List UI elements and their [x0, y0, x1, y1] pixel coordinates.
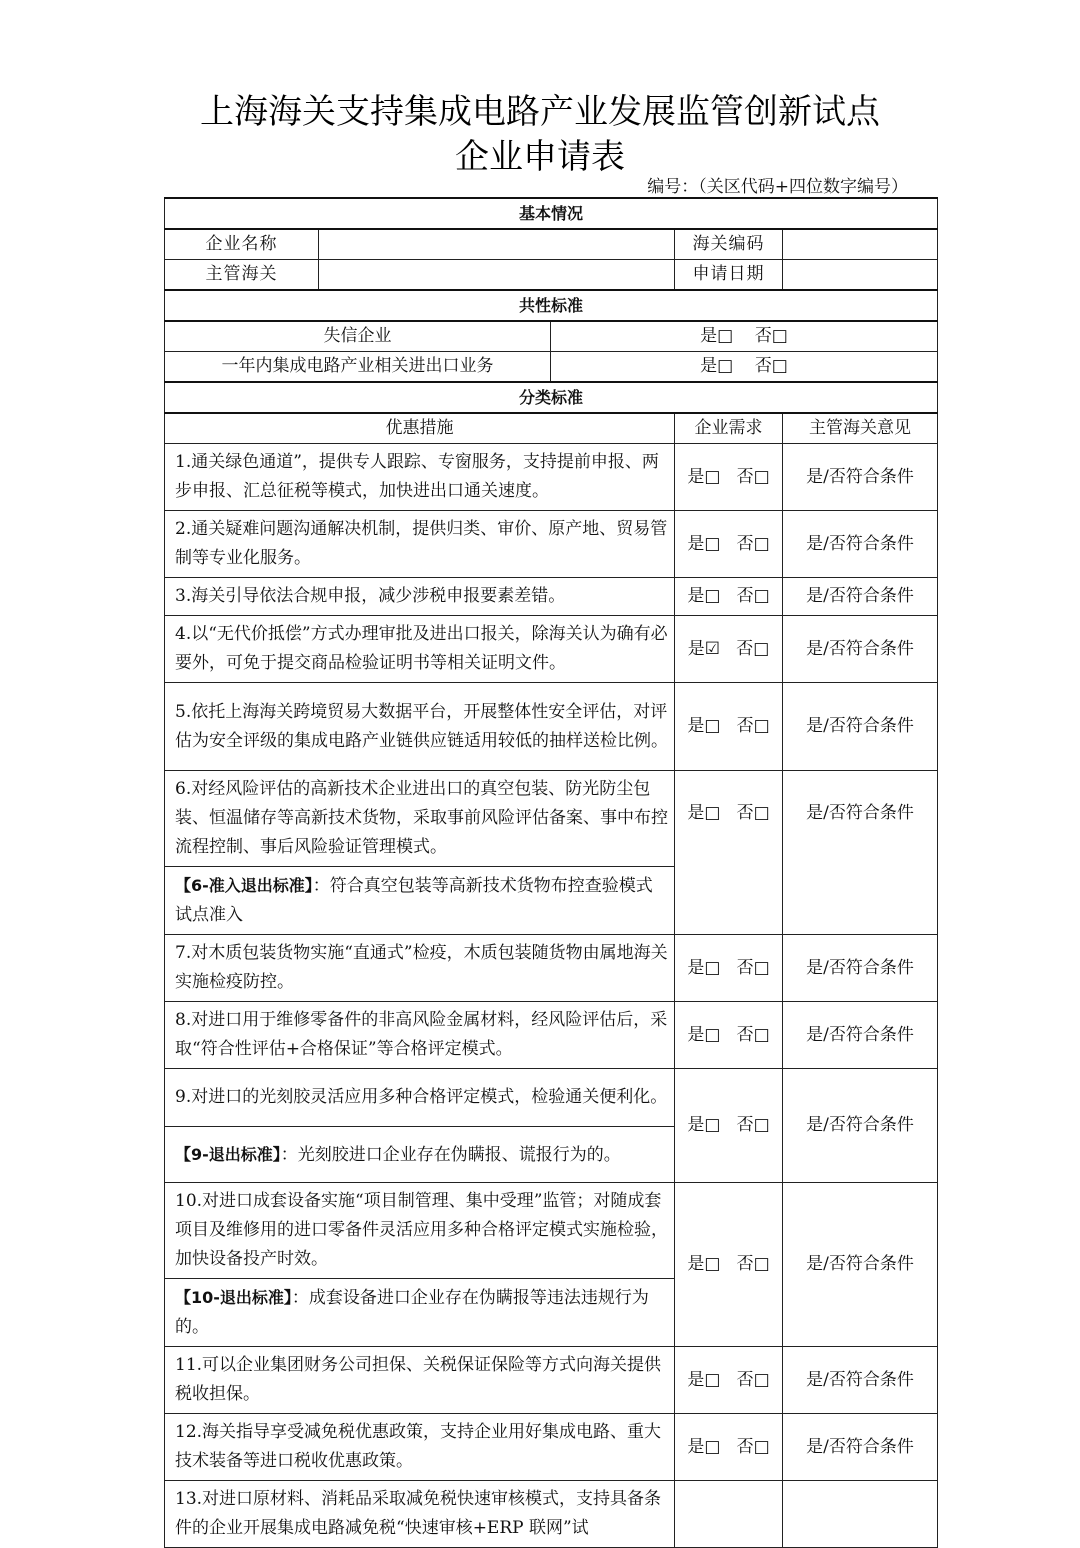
measure-row: [165, 1183, 938, 1279]
demand-choice: [675, 511, 783, 578]
measure-row: [165, 1481, 938, 1548]
yes-checkbox[interactable]: 是□: [700, 356, 734, 376]
form-title-line2: 企业申请表: [455, 137, 625, 177]
measure-text: 12.海关指导享受减免税优惠政策，支持企业用好集成电路、重大技术装备等进口税收优惠政策。: [165, 1414, 675, 1481]
form-numbering-note: 编号：（关区代码+四位数字编号）: [647, 177, 908, 197]
measure-text: 9.对进口的光刻胶灵活应用多种合格评定模式，检验通关便利化。: [165, 1069, 675, 1127]
customs-code-field[interactable]: [783, 229, 938, 260]
customs-opinion: 是/否符合条件: [783, 935, 938, 1002]
measure-row: [165, 1069, 938, 1127]
measure-text: 7.对木质包装货物实施“直通式”检疫，木质包装随货物由属地海关实施检疫防控。: [165, 935, 675, 1002]
measure-text: 1.通关绿色通道”，提供专人跟踪、专窗服务，支持提前申报、两步申报、汇总征税等模式，加快进出口通关速度。: [165, 444, 675, 511]
customs-opinion-text: 是/否符合条件: [806, 803, 914, 823]
yes-checkbox[interactable]: 是□: [687, 957, 721, 978]
customs-opinion: [783, 1481, 938, 1548]
measure-standard: [165, 1279, 675, 1347]
no-checkbox[interactable]: 否□: [736, 1369, 770, 1390]
no-checkbox[interactable]: 否□: [736, 638, 770, 659]
no-checkbox[interactable]: 否□: [736, 586, 770, 606]
section-classification: [165, 382, 938, 413]
yes-checkbox[interactable]: 是□: [687, 466, 721, 487]
standard-text: ：成套设备进口企业存在伪瞒报等违法违规行为的。: [175, 1288, 649, 1337]
measure-text: 5.依托上海海关跨境贸易大数据平台，开展整体性安全评估，对评估为安全评级的集成电路产业链供应链适用较低的抽样送检比例。: [165, 683, 675, 771]
col-measures-header: 优惠措施: [165, 413, 675, 444]
measure-text: 2.通关疑难问题沟通解决机制，提供归类、审价、原产地、贸易管制等专业化服务。: [165, 511, 675, 578]
standard-label: 【9-退出标准】: [175, 1144, 281, 1164]
no-checkbox[interactable]: 否□: [736, 466, 770, 487]
demand-choice: [675, 935, 783, 1002]
measure-row: [165, 578, 938, 616]
measure-row: [165, 771, 938, 867]
col-demand-header: 企业需求: [675, 413, 783, 444]
yes-checkbox-checked[interactable]: 是☑: [687, 638, 720, 659]
demand-choice: [675, 1002, 783, 1069]
customs-opinion: 是/否符合条件: [783, 616, 938, 683]
customs-code-label: 海关编码: [675, 229, 783, 260]
yes-checkbox[interactable]: 是□: [687, 1024, 721, 1045]
company-name-field[interactable]: [319, 229, 675, 260]
no-checkbox[interactable]: 否□: [754, 326, 788, 346]
measure-text: 11.可以企业集团财务公司担保、关税保证保险等方式向海关提供税收担保。: [165, 1347, 675, 1414]
measure-standard: [165, 1127, 675, 1183]
yes-checkbox[interactable]: 是□: [700, 326, 734, 346]
basic-row-2: [165, 260, 938, 291]
col-opinion-header: 主管海关意见: [783, 413, 938, 444]
yes-checkbox[interactable]: 是□: [687, 803, 721, 823]
no-checkbox[interactable]: 否□: [736, 533, 770, 554]
yes-checkbox[interactable]: 是□: [687, 533, 721, 554]
competent-customs-label: 主管海关: [165, 260, 319, 291]
demand-choice: [675, 578, 783, 616]
section-common: [165, 290, 938, 321]
measure-row: [165, 1347, 938, 1414]
demand-choice: [675, 1347, 783, 1414]
measure-text: 6.对经风险评估的高新技术企业进出口的真空包装、防光防尘包装、恒温储存等高新技术货物，采取事前风险评估备案、事中布控流程控制、事后风险验证管理模式。: [165, 771, 675, 867]
company-name-label: 企业名称: [165, 229, 319, 260]
measure-row: [165, 683, 938, 771]
apply-date-label: 申请日期: [675, 260, 783, 291]
customs-opinion: 是/否符合条件: [783, 1069, 938, 1183]
standard-label: 【10-退出标准】: [175, 1288, 292, 1307]
common-label: 失信企业: [165, 321, 551, 352]
no-checkbox[interactable]: 否□: [736, 716, 770, 736]
measure-text: 8.对进口用于维修零备件的非高风险金属材料，经风险评估后，采取“符合性评估+合格保证”等合格评定模式。: [165, 1002, 675, 1069]
section-basic-header: 基本情况: [165, 198, 938, 229]
no-checkbox[interactable]: 否□: [736, 1436, 770, 1457]
measure-row: [165, 511, 938, 578]
customs-opinion: 是/否符合条件: [783, 683, 938, 771]
common-row: [165, 321, 938, 352]
competent-customs-field[interactable]: [319, 260, 675, 291]
measure-row: [165, 1002, 938, 1069]
common-row: [165, 352, 938, 383]
common-label: 一年内集成电路产业相关进出口业务: [165, 352, 551, 383]
no-checkbox[interactable]: 否□: [754, 356, 788, 376]
common-choice: [551, 352, 938, 383]
no-checkbox[interactable]: 否□: [736, 1115, 770, 1135]
yes-checkbox[interactable]: 是□: [687, 1254, 721, 1274]
measure-text: 3.海关引导依法合规申报，减少涉税申报要素差错。: [165, 578, 675, 616]
customs-opinion: 是/否符合条件: [783, 511, 938, 578]
demand-choice: [675, 616, 783, 683]
customs-opinion: 是/否符合条件: [783, 1183, 938, 1347]
customs-opinion: 是/否符合条件: [783, 1347, 938, 1414]
no-checkbox[interactable]: 否□: [736, 1254, 770, 1274]
measure-row: [165, 1414, 938, 1481]
yes-checkbox[interactable]: 是□: [687, 586, 721, 606]
standard-text: ：光刻胶进口企业存在伪瞒报、谎报行为的。: [280, 1144, 621, 1165]
measure-text: 4.以“无代价抵偿”方式办理审批及进出口报关，除海关认为确有必要外，可免于提交商品检验证明书等相关证明文件。: [165, 616, 675, 683]
demand-choice: [675, 1481, 783, 1548]
demand-choice: [675, 1183, 783, 1347]
no-checkbox[interactable]: 否□: [736, 957, 770, 978]
common-choice: [551, 321, 938, 352]
apply-date-field[interactable]: [783, 260, 938, 291]
form-title-line1: 上海海关支持集成电路产业发展监管创新试点: [200, 92, 880, 132]
customs-opinion: 是/否符合条件: [783, 1002, 938, 1069]
demand-choice: [675, 771, 783, 935]
no-checkbox[interactable]: 否□: [736, 1024, 770, 1045]
yes-checkbox[interactable]: 是□: [687, 716, 721, 736]
measure-text: 13.对进口原材料、消耗品采取减免税快速审核模式，支持具备条件的企业开展集成电路减免税“快速审核+ERP 联网”试: [165, 1481, 675, 1548]
yes-checkbox[interactable]: 是□: [687, 1369, 721, 1390]
measure-row: [165, 935, 938, 1002]
measure-standard: [165, 867, 675, 935]
section-classification-header: 分类标准: [165, 382, 938, 413]
yes-checkbox[interactable]: 是□: [687, 1115, 721, 1135]
classification-column-headers: [165, 413, 938, 444]
demand-choice: [675, 444, 783, 511]
section-common-header: 共性标准: [165, 290, 938, 321]
demand-choice: [675, 1069, 783, 1183]
standard-label: 【6-准入退出标准】: [175, 876, 313, 895]
measure-row: [165, 616, 938, 683]
customs-opinion: [783, 771, 938, 935]
no-checkbox[interactable]: 否□: [736, 803, 770, 823]
section-basic: [165, 198, 938, 229]
demand-choice: [675, 1414, 783, 1481]
measure-text: 10.对进口成套设备实施“项目制管理、集中受理”监管；对随成套项目及维修用的进口零备件灵活应用多种合格评定模式实施检验，加快设备投产时效。: [165, 1183, 675, 1279]
customs-opinion: 是/否符合条件: [783, 578, 938, 616]
standard-text: ：符合真空包装等高新技术货物布控查验模式试点准入: [175, 876, 653, 925]
application-form-table: [164, 197, 938, 1548]
demand-choice: [675, 683, 783, 771]
measure-row: [165, 444, 938, 511]
yes-checkbox[interactable]: 是□: [687, 1436, 721, 1457]
basic-row-1: [165, 229, 938, 260]
customs-opinion: 是/否符合条件: [783, 444, 938, 511]
customs-opinion: 是/否符合条件: [783, 1414, 938, 1481]
